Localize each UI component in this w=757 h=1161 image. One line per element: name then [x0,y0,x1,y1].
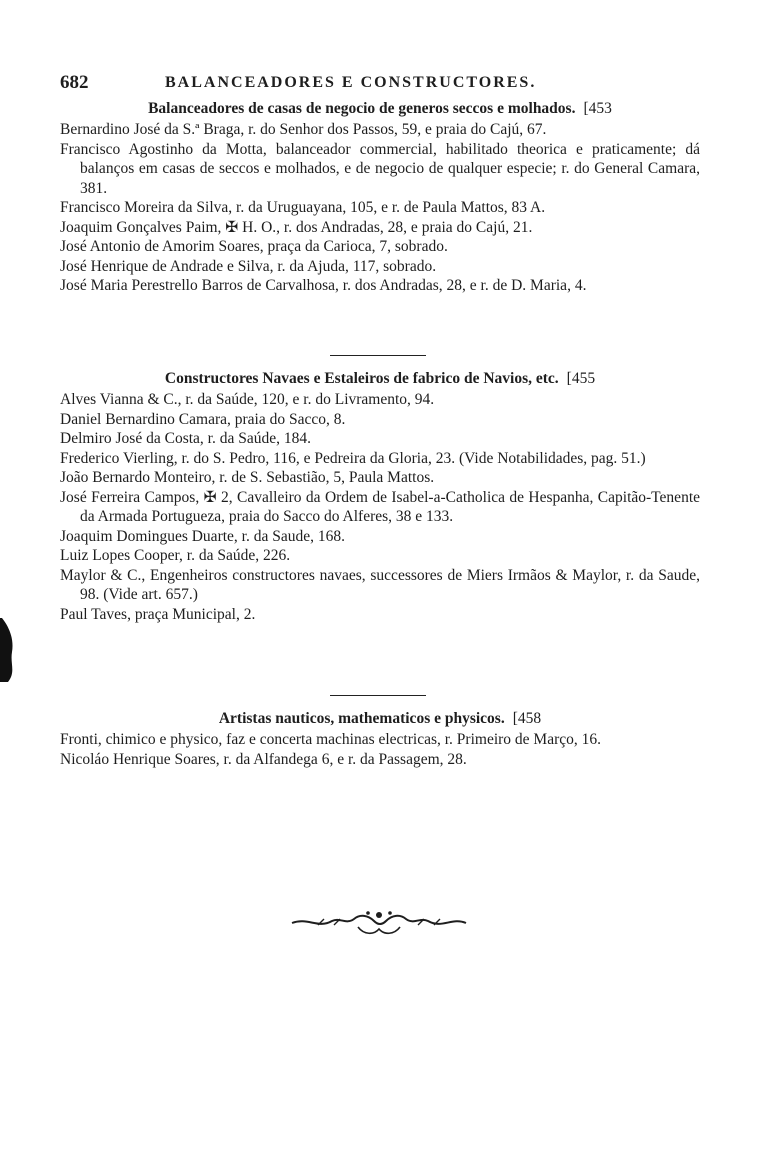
list-item: Frederico Vierling, r. do S. Pedro, 116, e Pedreira da Gloria, 23. (Vide Notabilidades, pag. 51.) [60,449,646,467]
section-divider [330,695,426,696]
list-item: João Bernardo Monteiro, r. de S. Sebastião, 5, Paula Mattos. [60,469,435,486]
list-item: Fronti, chimico e physico, faz e concerta machinas electricas, r. Primeiro de Março, 16. [60,731,602,748]
list-item: Delmiro José da Costa, r. da Saúde, 184. [60,430,311,447]
section-balanceadores [60,100,700,296]
list-item: José Maria Perestrello Barros de Carvalhosa, r. dos Andradas, 28, e r. de D. Maria, 4. [60,277,587,294]
running-title: BALANCEADORES E CONSTRUCTORES. [165,74,537,91]
section-ref: [453 [583,100,612,117]
list-item: Daniel Bernardino Camara, praia do Sacco, 8. [60,410,346,428]
section-title: Artistas nauticos, mathematicos e physicos. [218,710,505,727]
section-heading [60,100,700,118]
list-item: Luiz Lopes Cooper, r. da Saúde, 226. [60,547,291,564]
list-item: Joaquim Gonçalves Paim, ✠ H. O., r. dos Andradas, 28, e praia do Cajú, 21. [60,218,533,236]
list-item: José Antonio de Amorim Soares, praça da Carioca, 7, sobrado. [60,238,448,255]
list-item: Bernardino José da S.ª Braga, r. do Senhor dos Passos, 59, e praia do Cajú, 67. [60,121,547,138]
list-item: Francisco Agostinho da Motta, balanceador commercial, habilitado theorica e praticamente; dá balanços em casas de seccos e molhados, e de negocio de qualquer especie; r. do General Camara, 381. [60,140,700,197]
section-constructores [60,370,700,624]
page-header [60,72,700,96]
list-item: Maylor & C., Engenheiros constructores navaes, successores de Miers Irmãos & Maylor, r. da Saude, 98. (Vide art. 657.) [60,566,700,603]
section-heading [60,370,700,388]
list-item: Nicoláo Henrique Soares, r. da Alfandega 6, e r. da Passagem, 28. [60,750,467,768]
list-item: Francisco Moreira da Silva, r. da Uruguayana, 105, e r. de Paula Mattos, 83 A. [60,199,546,216]
section-title: Balanceadores de casas de negocio de generos seccos e molhados. [148,100,576,117]
list-item: Joaquim Domingues Duarte, r. da Saude, 168. [60,527,345,545]
ink-blot-icon [0,618,22,682]
flourish-ornament-icon [288,905,470,939]
list-item: Paul Taves, praça Municipal, 2. [60,605,256,623]
list-item: José Henrique de Andrade e Silva, r. da Ajuda, 117, sobrado. [60,257,437,275]
section-artistas [60,710,700,769]
section-ref: [458 [512,710,542,727]
section-title: Constructores Navaes e Estaleiros de fabrico de Navios, etc. [164,370,559,387]
section-ref: [455 [566,370,596,387]
section-divider [330,355,426,356]
section-heading [60,710,700,728]
page-number: 682 [60,72,89,93]
list-item: José Ferreira Campos, ✠ 2, Cavalleiro da Ordem de Isabel-a-Catholica de Hespanha, Capitão-Tenente da Armada Portugueza, praia do Sacco do Alferes, 38 e 133. [60,488,700,525]
list-item: Alves Vianna & C., r. da Saúde, 120, e r. do Livramento, 94. [60,391,435,408]
